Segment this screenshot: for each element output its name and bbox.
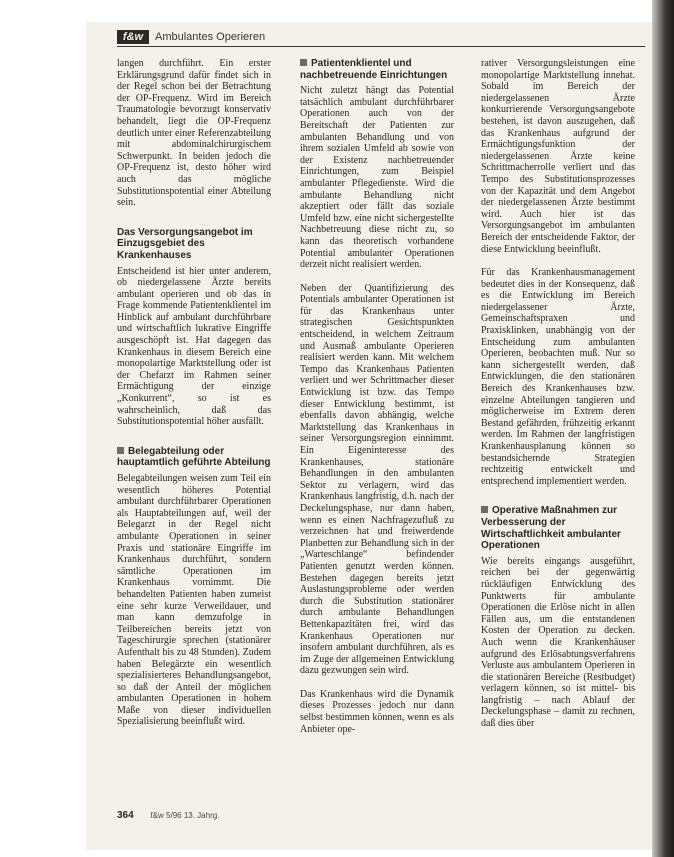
journal-logo: f&w (117, 30, 149, 44)
running-header (117, 30, 645, 47)
section-heading (481, 505, 635, 551)
section-heading-text: Das Versorgungsangebot im Einzugsgebiet des Krankenhauses (117, 226, 253, 261)
text-column-1 (117, 58, 271, 740)
page-number: 364 (117, 810, 134, 821)
body-paragraph: Entscheidend ist hier unter anderem, ob niedergelassene Ärzte bereits ambulant operieren und ob das in Frage kommende Patientenklientel im Hinblick auf ambulant durchführbare und wirtschaftlich lukrative Eingriffe ausgeschöpft ist. Hat dagegen das Krankenhaus in diesem Bereich eine monopolartige Marktstellung oder ist der Chefarzt im Rahmen seiner Ermächtigung der einzige „Konkurrent“, so ist es wahrscheinlich, daß das Substitutionspotential höher ausfällt. (117, 265, 271, 428)
section-heading-text: Patientenklientel und nachbetreuende Einrichtungen (300, 58, 448, 81)
section-heading (300, 58, 454, 81)
text-column-3 (481, 58, 635, 742)
body-paragraph: Nicht zuletzt hängt das Potential tatsächlich ambulant durchführbarer Operationen auch von der Bereitschaft der Patienten zur ambulanten Behandlung und von ihrem sozialen Umfeld ab sowie von der Existenz nachbetreuender Einrichtungen, zum Beispiel ambulanter Pflegedienste. Wird die ambulante Behandlung nicht akzeptiert oder fällt das soziale Umfeld bzw. eine nicht sichergestellte Nachbetreuung diese nicht zu, so kann das theoretisch vorhandene Potential ambulanter Operationen derzeit nicht realisiert werden. (300, 85, 454, 271)
section-heading-text: Belegabteilung oder hauptamtlich geführte Abteilung (117, 445, 271, 469)
text-column-2 (300, 58, 454, 747)
journal-citation: f&w 5/96 13. Jahrg. (150, 811, 220, 820)
square-bullet-icon (300, 59, 307, 66)
scan-shadow (652, 0, 674, 857)
section-heading-text: Operative Maßnahmen zur Verbesserung der Wirtschaftlichkeit ambulanter Operationen (481, 505, 621, 552)
body-paragraph: Belegabteilungen weisen zum Teil ein wesentlich höheres Potential ambulant durchführbarer Operationen als Hauptabteilungen auf, weil der Belegarzt in der Regel nicht ambulante Operationen in seiner Praxis und stationäre Eingriffe im Krankenhaus durchführt, sondern sämtliche Operationen im Krankenhaus vornimmt. Die behandelten Patienten haben zumeist eine sehr kurze Verweildauer, und man kann demzufolge in Teilbereichen bereits jetzt von Tageschirurgie sprechen (stationärer Aufenthalt bis zu 48 Stunden). Zudem haben Belegärzte ein wesentlich spezialisierteres Behandlungsangebot, so daß der Anteil der möglichen ambulanten Operationen in hohem Maße von dieser individuellen Spezialisierung beeinflußt wird. (117, 473, 271, 728)
body-paragraph: Für das Krankenhausmanagement bedeutet dies in der Konsequenz, daß es die Entwicklung im Bereich niedergelassener Ärzte, Gemeinschaftspraxen und Praxisklinken, unabhängig von der Entscheidung zum ambulanten Operieren, beobachten muß. Nur so kann sichergestellt werden, daß Entwicklungen, die den stationären Bereich des Krankenhauses bzw. einzelne Abteilungen tangieren und möglicherweise im Extrem deren Bestand gefährden, frühzeitig erkannt werden. Im Rahmen der langfristigen Krankenhausplanung können so bestandsichernde Strategien rechtzeitig entwickelt und entsprechend implementiert werden. (481, 267, 635, 487)
square-bullet-icon (481, 506, 488, 513)
running-title: Ambulantes Operieren (155, 31, 266, 43)
body-paragraph: Neben der Quantifizierung des Potentials ambulanter Operationen ist für das Krankenhaus unter strategischen Gesichtspunkten entscheidend, in welchem Zeitraum und Ausmaß ambulante Operieren realisiert werden kann. Mit welchem Tempo das Krankenhaus Patienten verliert und wer Schrittmacher dieser Entwicklung ist bzw. das Tempo dieser Entwicklung bestimmt, ist ebenfalls davon abhängig, welche Marktstellung das Krankenhaus in seiner Versorgungsregion einnimmt. Ein Eigeninteresse des Krankenhauses, stationäre Behandlungen in den ambulanten Sektor zu verlagern, wird das Krankenhaus langfristig, d.h. nach der Deckelungsphase, nur dann haben, wenn es einen Nachfragezufluß zu verzeichnen hat und freiwerdende Planbetten zur Behandlung sich in der „Warteschlange“ befindender Patienten genutzt werden können. Bestehen dagegen bereits jetzt Auslastungsprobleme oder werden durch die Substitution stationärer durch ambulante Behandlungen Bettenkapazitäten frei, wird das Krankenhaus Operationen nur insofern ambulant durchführen, als es im Zuge der allgemeinen Entwicklung dazu gezwungen sein wird. (300, 282, 454, 677)
section-heading (117, 227, 271, 262)
body-paragraph: Wie bereits eingangs ausgeführt, reichen bei der gegenwärtig rückläufigen Entwicklung des Punktwerts für ambulante Operationen die Erlöse nicht in allen Fällen aus, um die entstandenen Kosten der Operation zu decken. Auch wenn die Krankenhäuser aufgrund des Erlösabtungsverfahrens Verluste aus ambulantem Operieren in die stationären Bereiche (Restbudget) verlagern können, so ist mittel- bis langfristig – nach Ablauf der Deckelungsphase – damit zu rechnen, daß dies über (481, 555, 635, 730)
body-paragraph: rativer Versorgungsleistungen eine monopolartige Marktstellung innehat. Sobald im Bereich der niedergelassenen Ärzte konkurrierende Versorgungsangebote bestehen, ist davon auszugehen, daß das Krankenhaus aufgrund der Ermächtigungsfunktion der niedergelassenen Ärzte keine Schrittmacherrolle verliert und das Tempo des Substitutionsprozesses von der Kapazität und dem Angebot der niedergelassenen Ärzte bestimmt wird. Auch hier ist das Versorgungsangebot im ambulanten Bereich der entscheidende Faktor, der diese Entwicklung beeinflußt. (481, 58, 635, 255)
body-paragraph: langen durchführt. Ein erster Erklärungsgrund dafür findet sich in der Regel schon bei der Betrachtung der OP-Frequenz. Wird im Bereich Traumatologie bevorzugt konservativ behandelt, liegt die OP-Frequenz deutlich unter einer Referenzabteilung mit abdominalchirurgischem Schwerpunkt. In beiden jedoch die OP-Frequenz ist, desto höher wird auch das mögliche Substitutionspotential einer Abteilung sein. (117, 58, 271, 209)
section-heading (117, 446, 271, 469)
body-paragraph: Das Krankenhaus wird die Dynamik dieses Prozesses jedoch nur dann selbst bestimmen können, wenn es als Anbieter ope- (300, 688, 454, 735)
page-footer (117, 808, 645, 824)
square-bullet-icon (117, 447, 124, 454)
